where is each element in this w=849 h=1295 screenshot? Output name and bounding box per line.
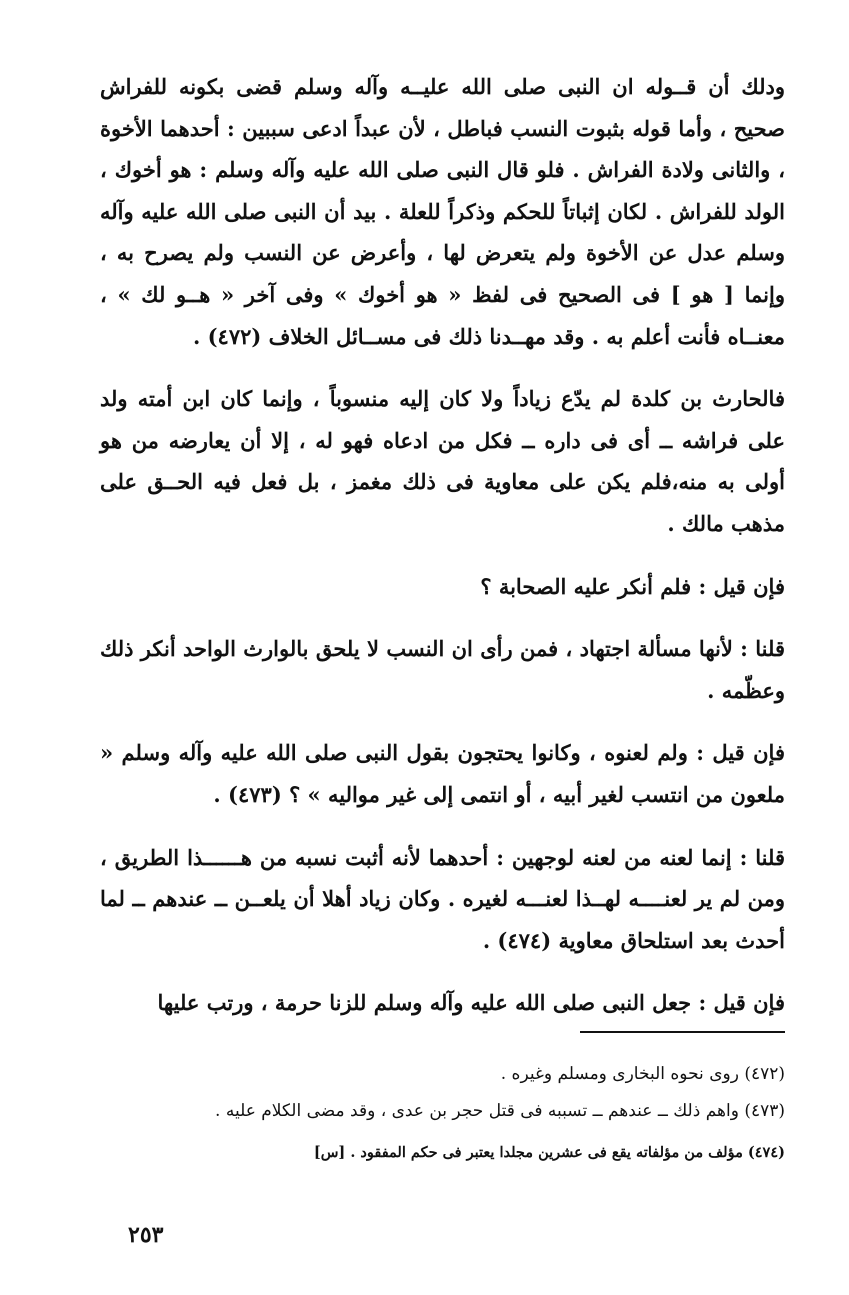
paragraph-5: فإن قيل : ولم لعنوه ، وكانوا يحتجون بقول النبى صلى الله عليه وآله وسلم « ملعون من انتسب لغير أبيه ، أو انتمى إلى غير مواليه » ؟ (٤٧٣) . [100, 740, 785, 807]
page-number: ٢٥٣ [128, 1222, 164, 1248]
footnote-473: (٤٧٣) واهم ذلك ــ عندهم ــ تسببه فى قتل حجر بن عدى ، وقد مضى الكلام عليه . [215, 1101, 785, 1121]
paragraph-4: قلنا : لأنها مسألة اجتهاد ، فمن رأى ان النسب لا يلحق بالوارث الواحد أنكر ذلك وعظّمه . [100, 636, 785, 703]
main-text [100, 66, 785, 1024]
paragraph-7: فإن قيل : جعل النبى صلى الله عليه وآله وسلم للزنا حرمة ، ورتب عليها [157, 990, 785, 1016]
paragraph-1: ودلك أن قــوله ان النبى صلى الله عليــه وآله وسلم قضى بكونه للفراش صحيح ، وأما قوله بثبوت النسب فباطل ، لأن عبداً ادعى سببين : أحدهما الأخوة ، والثانى ولادة الفراش . فلو قال النبى صلى الله عليه وآله وسلم : هو أخوك ، الولد للفراش . لكان إثباتاً للحكم وذكراً للعلة . بيد أن النبى صلى الله عليه وآله وسلم عدل عن الأخوة ولم يتعرض لها ، وأعرض عن النسب ولم يصرح به ، وإنما [ هو ] فى الصحيح فى لفظ « هو أخوك » وفى آخر « هــو لك » ، معنــاه فأنت أعلم به . وقد مهــدنا ذلك فى مســائل الخلاف (٤٧٢) . [100, 74, 785, 349]
paragraph-2: فالحارث بن كلدة لم يدّع زياداً ولا كان إليه منسوباً ، وإنما كان ابن أمته ولد على فراشه ــ أى فى داره ــ فكل من ادعاه فهو له ، إلا أن يعارضه من هو أولى به منه،فلم يكن على معاوية فى ذلك مغمز ، بل فعل فيه الحــق على مذهب مالك . [100, 386, 785, 536]
footnotes [100, 1058, 785, 1169]
footnote-474: (٤٧٤) مؤلف من مؤلفاته يقع فى عشرين مجلدا يعتبر فى حكم المفقود . [س] [313, 1144, 785, 1161]
paragraph-3: فإن قيل : فلم أنكر عليه الصحابة ؟ [480, 573, 785, 599]
footnote-divider [580, 1031, 785, 1033]
footnote-472: (٤٧٢) روى نحوه البخارى ومسلم وغيره . [500, 1064, 785, 1084]
paragraph-6: قلنا : إنما لعنه من لعنه لوجهين : أحدهما لأنه أثبت نسبه من هــــــذا الطريق ، ومن لم ير لعنــــه لهــذا لعنـــه لغيره . وكان زياد أهلا أن يلعــن ــ عندهم ــ لما أحدث بعد استلحاق معاوية (٤٧٤) . [100, 844, 785, 953]
